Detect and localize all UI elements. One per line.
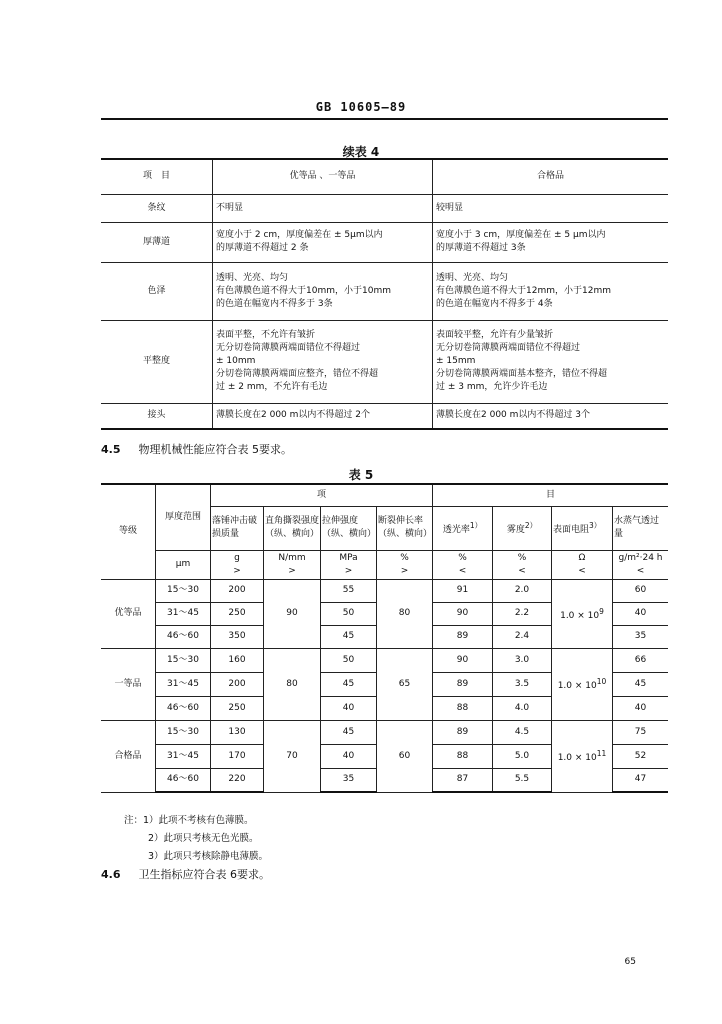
table5-unit-cell: [433, 550, 493, 579]
resistance-value: [552, 579, 613, 648]
vapor-value: 52: [613, 744, 669, 768]
table-row: [101, 194, 668, 222]
thickness-range: 15～30: [156, 579, 211, 602]
vapor-value: 75: [613, 720, 669, 744]
haze-value: 2.4: [493, 625, 552, 648]
tensile-value: 45: [321, 720, 377, 744]
table4-header-superior-first: 优等品 、一等品: [213, 159, 433, 194]
column-name: 雾度: [506, 525, 525, 535]
table-row: [101, 320, 668, 403]
impact-value: 160: [211, 648, 264, 672]
section-text: 物理机械性能应符合表 5要求。: [138, 443, 292, 456]
header-rule: [101, 118, 668, 120]
haze-value: 2.2: [493, 602, 552, 625]
resistance-exponent: 9: [599, 606, 604, 616]
tensile-value: 50: [321, 648, 377, 672]
resistance-value: [552, 648, 613, 720]
footnote-mark: 1）: [469, 521, 483, 530]
table4-item-label: 厚薄道: [101, 222, 213, 262]
unit-label: N/mm: [278, 552, 306, 563]
table5-unit-cell: [552, 550, 613, 579]
table5-col-haze: [493, 506, 552, 550]
table4-cell-line: ± 15mm: [436, 356, 476, 366]
vapor-value: 66: [613, 648, 669, 672]
resistance-exponent: 10: [596, 677, 607, 686]
note-label: 注：: [124, 815, 144, 826]
table5-header-group-left: 项: [211, 484, 433, 506]
table5-col-impact: 落锤冲击破损质量: [211, 506, 264, 550]
unit-label: %: [400, 552, 409, 563]
resistance-exponent: 11: [596, 749, 607, 758]
impact-value: 170: [211, 744, 264, 768]
impact-value: 130: [211, 720, 264, 744]
section-number: 4.5: [101, 443, 121, 456]
table4-cell-line: 分切卷筒薄膜两端面应整齐，错位不得超: [216, 369, 379, 379]
transmittance-value: 88: [433, 696, 493, 720]
table4-cell-line: 薄膜长度在2 000 m以内不得超过 3个: [436, 410, 590, 421]
unit-label: g: [234, 552, 240, 563]
table4-cell-line: 较明显: [436, 202, 464, 213]
footnote-mark: 2）: [524, 521, 538, 530]
table5-col-tensile: 拉伸强度（纵、横向）: [321, 506, 377, 550]
table4-cell-line: 的厚薄道不得超过 3条: [436, 243, 526, 253]
tear-value: 70: [264, 720, 321, 792]
haze-value: 4.5: [493, 720, 552, 744]
transmittance-value: 89: [433, 720, 493, 744]
table-row: [101, 579, 668, 602]
table5-unit-cell: [264, 550, 321, 579]
limit-sign: <: [518, 565, 526, 576]
table5-unit-cell: [377, 550, 433, 579]
table5-group-header-row: [101, 484, 668, 506]
haze-value: 5.5: [493, 768, 552, 792]
table5-col-elongation: 断裂伸长率（纵、横向）: [377, 506, 433, 550]
section-number: 4.6: [101, 868, 121, 881]
table5-header-group-right: 目: [433, 484, 669, 506]
section-text: 卫生指标应符合表 6要求。: [138, 868, 270, 881]
table4-cell-line: 无分切卷筒薄膜两端面错位不得超过: [216, 343, 361, 353]
transmittance-value: 89: [433, 672, 493, 696]
table4-cell-line: 的色道在幅宽内不得多于 3条: [216, 298, 333, 309]
column-name: 透光率: [442, 525, 470, 535]
thickness-range: 46～60: [156, 696, 211, 720]
elongation-value: 80: [377, 579, 433, 648]
unit-label: %: [458, 552, 467, 563]
impact-value: 200: [211, 672, 264, 696]
table5-unit-cell: [613, 550, 669, 579]
unit-label: g/m²·24 h: [618, 552, 663, 563]
table4-item-label: 色泽: [101, 262, 213, 320]
thickness-range: 31～45: [156, 744, 211, 768]
page-number: 65: [624, 957, 636, 967]
table4-header-item: 项 目: [101, 159, 213, 194]
table4-header-row: [101, 159, 668, 194]
note-text: 1）此项不考核有色薄膜。: [143, 815, 254, 826]
thickness-range: 31～45: [156, 602, 211, 625]
table4-cell-line: 表面较平整，允许有少量皱折: [436, 330, 554, 340]
table5-unit-cell: [493, 550, 552, 579]
unit-label: Ω: [578, 552, 586, 563]
tensile-value: 45: [321, 625, 377, 648]
haze-value: 5.0: [493, 744, 552, 768]
thickness-range: 15～30: [156, 648, 211, 672]
table-row: [101, 720, 668, 744]
tear-value: 80: [264, 648, 321, 720]
table5-col-resistance: [552, 506, 613, 550]
tensile-value: 50: [321, 602, 377, 625]
vapor-value: 60: [613, 579, 669, 602]
tear-value: 90: [264, 579, 321, 648]
table-row: [101, 648, 668, 672]
limit-sign: >: [400, 565, 409, 576]
tensile-value: 40: [321, 696, 377, 720]
table5-col-vapor: 水蒸气透过量: [613, 506, 669, 550]
table4-cell-line: 过 ± 2 mm，不允许有毛边: [216, 382, 328, 392]
impact-value: 250: [211, 696, 264, 720]
table5-header-thickness: 厚度范围: [156, 484, 211, 550]
impact-value: 250: [211, 602, 264, 625]
table4-cell-line: 表面平整，不允许有皱折: [216, 330, 316, 340]
table4-cell-line: 透明、光亮、均匀: [216, 272, 289, 283]
transmittance-value: 90: [433, 602, 493, 625]
transmittance-value: 87: [433, 768, 493, 792]
section-4-6: [101, 866, 270, 882]
thickness-range: 31～45: [156, 672, 211, 696]
tensile-value: 35: [321, 768, 377, 792]
elongation-value: 60: [377, 720, 433, 792]
haze-value: 2.0: [493, 579, 552, 602]
table-4: [101, 158, 668, 430]
table4-cell-line: 无分切卷筒薄膜两端面错位不得超过: [436, 343, 581, 353]
unit-label: MPa: [339, 552, 358, 563]
table5-unit-thickness: μm: [156, 550, 211, 579]
footnote-mark: 3）: [589, 521, 602, 530]
impact-value: 350: [211, 625, 264, 648]
thickness-range: 46～60: [156, 625, 211, 648]
table4-cell-line: 的厚薄道不得超过 2 条: [216, 243, 309, 253]
table4-cell-line: 过 ± 3 mm，允许少许毛边: [436, 382, 548, 392]
table-row: [101, 222, 668, 262]
impact-value: 200: [211, 579, 264, 602]
column-name: 表面电阻: [553, 525, 590, 535]
section-4-5: [101, 441, 292, 457]
thickness-range: 46～60: [156, 768, 211, 792]
table4-cell-line: 的色道在幅宽内不得多于 4条: [436, 298, 553, 309]
table5-header-grade: 等级: [101, 484, 156, 579]
vapor-value: 40: [613, 696, 669, 720]
table4-item-label: 平整度: [101, 320, 213, 403]
resistance-base: 1.0 × 10: [560, 610, 600, 621]
table4-cell-line: 不明显: [216, 202, 244, 213]
note-2: 2）此项只考核无色光膜。: [148, 833, 259, 844]
table-row: [101, 262, 668, 320]
unit-label: %: [517, 552, 527, 563]
elongation-value: 65: [377, 648, 433, 720]
table5-col-transmittance: [433, 506, 493, 550]
resistance-base: 1.0 × 10: [557, 753, 597, 763]
limit-sign: <: [636, 565, 645, 576]
tensile-value: 55: [321, 579, 377, 602]
note-1: [124, 812, 254, 826]
table4-cell-line: ± 10mm: [216, 356, 256, 366]
note-3: 3）此项只考核除静电薄膜。: [148, 851, 269, 862]
limit-sign: >: [344, 565, 353, 576]
tensile-value: 45: [321, 672, 377, 696]
table4-cell-line: 有色薄膜色道不得大于12mm，小于12mm: [436, 285, 611, 296]
haze-value: 3.0: [493, 648, 552, 672]
table5-grade-label: 一等品: [101, 648, 156, 720]
table4-cell-line: 透明、光亮、均匀: [436, 272, 509, 283]
limit-sign: >: [288, 565, 296, 576]
table4-cell-line: 薄膜长度在2 000 m以内不得超过 2个: [216, 410, 370, 421]
table5-unit-cell: [321, 550, 377, 579]
table5-unit-cell: [211, 550, 264, 579]
table4-cell-line: 宽度小于 3 cm，厚度偏差在 ± 5 μm以内: [436, 230, 606, 240]
haze-value: 3.5: [493, 672, 552, 696]
table-5: [101, 483, 668, 793]
vapor-value: 35: [613, 625, 669, 648]
table5-grade-label: 合格品: [101, 720, 156, 792]
limit-sign: <: [578, 565, 586, 576]
limit-sign: <: [458, 565, 467, 576]
table5-caption: 表 5: [348, 468, 374, 482]
haze-value: 4.0: [493, 696, 552, 720]
vapor-value: 40: [613, 602, 669, 625]
limit-sign: >: [233, 565, 241, 576]
transmittance-value: 90: [433, 648, 493, 672]
transmittance-value: 91: [433, 579, 493, 602]
table4-cell-line: 宽度小于 2 cm，厚度偏差在 ± 5μm以内: [216, 230, 383, 240]
vapor-value: 47: [613, 768, 669, 792]
transmittance-value: 88: [433, 744, 493, 768]
thickness-range: 15～30: [156, 720, 211, 744]
table4-header-qualified: 合格品: [433, 159, 669, 194]
table4-caption: 续表 4: [342, 145, 380, 159]
resistance-base: 1.0 × 10: [557, 681, 597, 691]
table5-grade-label: 优等品: [101, 579, 156, 648]
standard-code: GB 10605—89: [315, 100, 407, 114]
transmittance-value: 89: [433, 625, 493, 648]
table4-cell-line: 分切卷筒薄膜两端面基本整齐，错位不得超: [436, 369, 608, 379]
impact-value: 220: [211, 768, 264, 792]
table-row: [101, 403, 668, 429]
table4-cell-line: 有色薄膜色道不得大于10mm，小于10mm: [216, 285, 391, 296]
tensile-value: 40: [321, 744, 377, 768]
table5-unit-row: [101, 550, 668, 579]
table4-item-label: 接头: [101, 403, 213, 429]
table4-item-label: 条纹: [101, 194, 213, 222]
vapor-value: 45: [613, 672, 669, 696]
resistance-value: [552, 720, 613, 792]
table5-col-tear: 直角撕裂强度（纵、横向）: [264, 506, 321, 550]
